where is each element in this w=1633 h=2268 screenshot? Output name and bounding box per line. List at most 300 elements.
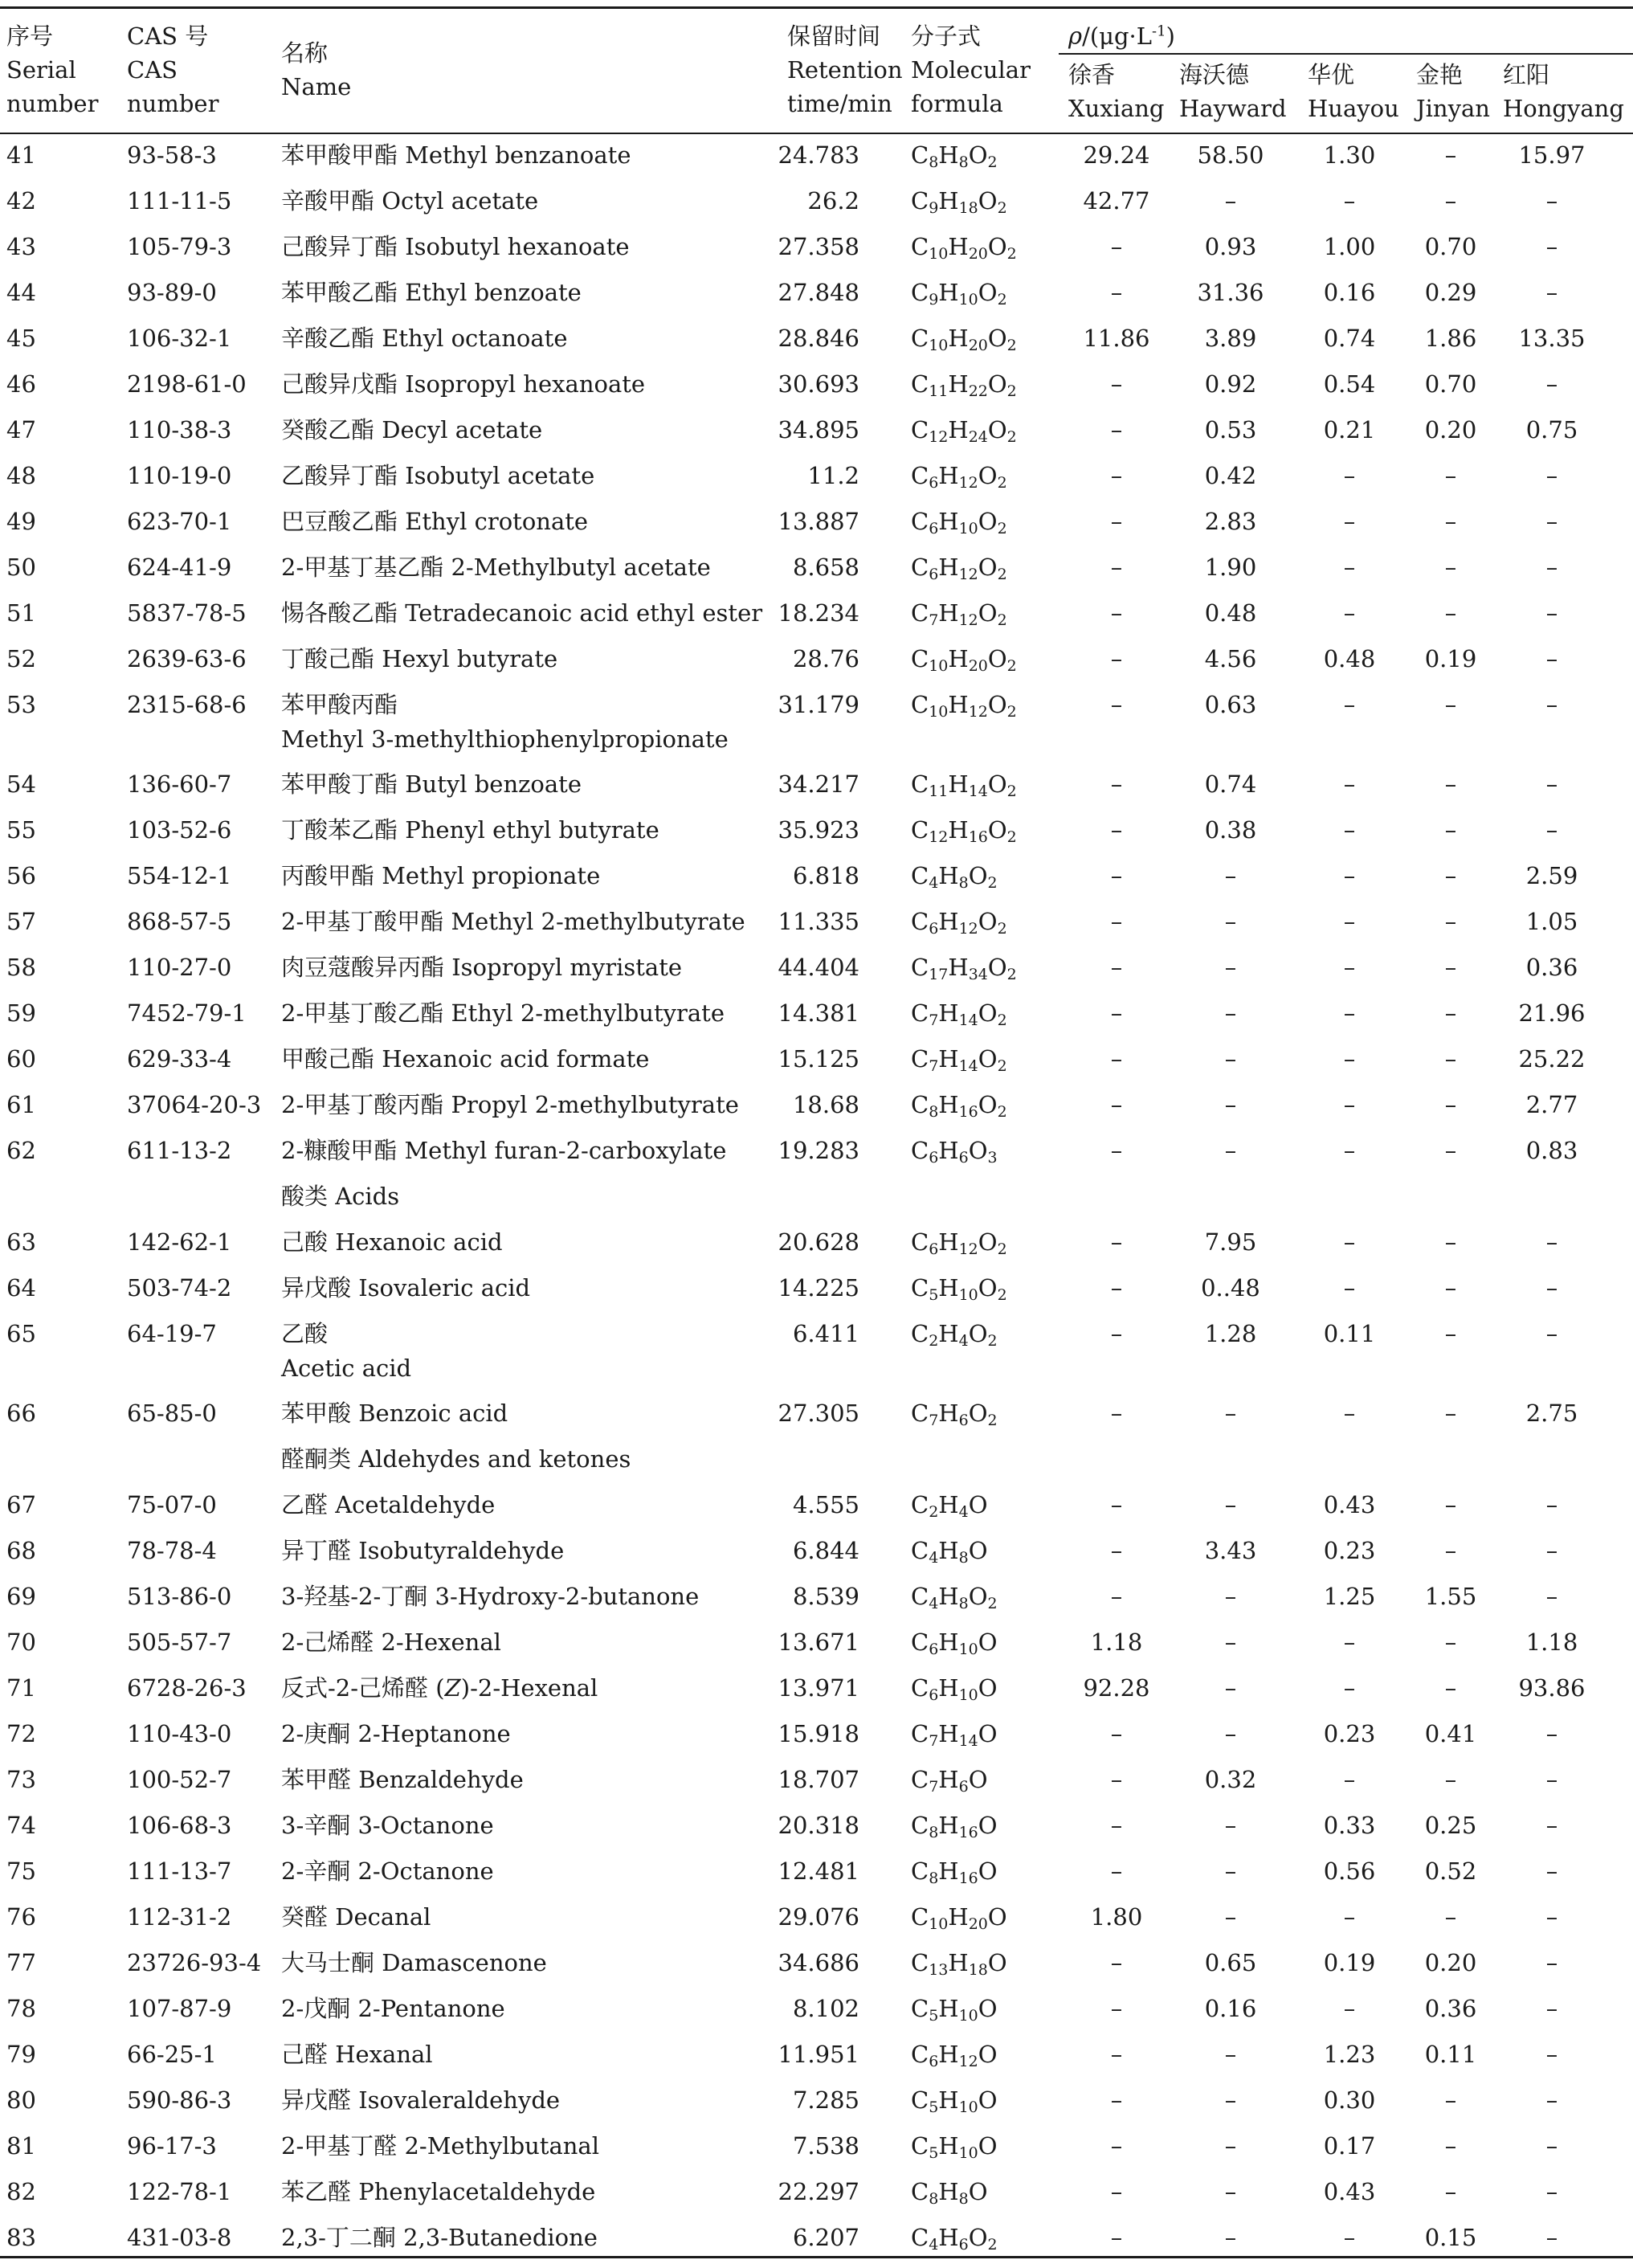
concentration-value: – bbox=[1545, 554, 1558, 581]
serial-number: 76 bbox=[6, 1903, 36, 1931]
cas-number: 7452-79-1 bbox=[127, 999, 247, 1027]
serial-number: 66 bbox=[6, 1400, 36, 1427]
molecular-formula: $C_{12}H_{24}O_2$ bbox=[911, 416, 1017, 446]
concentration-value: 31.36 bbox=[1197, 279, 1264, 306]
concentration-value: – bbox=[1545, 1766, 1558, 1793]
molecular-formula: $C_{13}H_{18}O$ bbox=[911, 1949, 1007, 1979]
concentration-value: – bbox=[1444, 1903, 1457, 1931]
molecular-formula: $C_7H_{12}O_2$ bbox=[911, 599, 1007, 629]
molecular-formula: $C_{10}H_{20}O_2$ bbox=[911, 233, 1017, 263]
serial-number: 63 bbox=[6, 1228, 36, 1256]
molecular-formula: $C_6H_{12}O_2$ bbox=[911, 1228, 1007, 1258]
molecular-formula: $C_5H_{10}O_2$ bbox=[911, 1274, 1007, 1304]
serial-number: 77 bbox=[6, 1949, 36, 1976]
concentration-value: – bbox=[1224, 2224, 1237, 2251]
compound-name: 巴豆酸乙酯 Ethyl crotonate bbox=[281, 508, 589, 535]
serial-number: 54 bbox=[6, 770, 36, 798]
concentration-value: 0.25 bbox=[1424, 1812, 1477, 1839]
retention-time: 28.76 bbox=[792, 645, 859, 672]
concentration-value: – bbox=[1444, 599, 1457, 627]
concentration-value: – bbox=[1343, 1274, 1356, 1302]
cas-number: 112-31-2 bbox=[127, 1903, 232, 1931]
concentration-value: – bbox=[1545, 370, 1558, 398]
retention-time: 31.179 bbox=[778, 691, 859, 718]
cas-number: 136-60-7 bbox=[127, 770, 232, 798]
compound-name: 肉豆蔻酸异丙酯 Isopropyl myristate bbox=[281, 954, 683, 981]
retention-time: 22.297 bbox=[778, 2178, 859, 2205]
cultivar-name-zh: 徐香 bbox=[1068, 61, 1116, 88]
compound-name: 辛酸乙酯 Ethyl octanoate bbox=[281, 325, 568, 352]
header-molecular-formula: 分子式 Molecular formula bbox=[911, 22, 1031, 117]
concentration-value: – bbox=[1343, 508, 1356, 535]
molecular-formula: $C_6H_{10}O_2$ bbox=[911, 508, 1007, 537]
concentration-value: – bbox=[1545, 770, 1558, 798]
cas-number: 554-12-1 bbox=[127, 862, 232, 889]
concentration-value: 0.63 bbox=[1204, 691, 1257, 718]
serial-number: 70 bbox=[6, 1628, 36, 1656]
cas-number: 75-07-0 bbox=[127, 1491, 217, 1518]
compound-name: 苯甲酸丙酯 bbox=[281, 691, 398, 718]
concentration-value: 92.28 bbox=[1083, 1674, 1150, 1702]
serial-number: 73 bbox=[6, 1766, 36, 1793]
concentration-value: – bbox=[1444, 954, 1457, 981]
concentration-value: 0.52 bbox=[1424, 1857, 1477, 1885]
molecular-formula: $C_9H_{10}O_2$ bbox=[911, 279, 1007, 309]
cas-number: 110-27-0 bbox=[127, 954, 232, 981]
cas-number: 2315-68-6 bbox=[127, 691, 247, 718]
concentration-value: 4.56 bbox=[1204, 645, 1257, 672]
concentration-value: – bbox=[1110, 1583, 1123, 1610]
cas-number: 111-13-7 bbox=[127, 1857, 232, 1885]
cas-number: 590-86-3 bbox=[127, 2086, 232, 2114]
retention-time: 34.217 bbox=[778, 770, 859, 798]
concentration-value: 0.32 bbox=[1204, 1766, 1257, 1793]
molecular-formula: $C_{10}H_{20}O$ bbox=[911, 1903, 1007, 1933]
compound-name: 甲酸己酯 Hexanoic acid formate bbox=[281, 1045, 650, 1073]
molecular-formula: $C_7H_6O$ bbox=[911, 1766, 988, 1796]
concentration-value: 1.25 bbox=[1323, 1583, 1376, 1610]
concentration-value: – bbox=[1545, 1274, 1558, 1302]
compound-name: 辛酸甲酯 Octyl acetate bbox=[281, 187, 539, 215]
retention-time: 13.671 bbox=[778, 1628, 859, 1656]
concentration-value: – bbox=[1110, 1812, 1123, 1839]
concentration-value: – bbox=[1545, 1949, 1558, 1976]
concentration-value: – bbox=[1110, 862, 1123, 889]
molecular-formula: $C_7H_{14}O_2$ bbox=[911, 1045, 1007, 1075]
serial-number: 62 bbox=[6, 1137, 36, 1164]
compound-name: 3-羟基-2-丁酮 3-Hydroxy-2-butanone bbox=[281, 1583, 700, 1610]
cas-number: 93-58-3 bbox=[127, 141, 217, 169]
cas-number: 107-87-9 bbox=[127, 1995, 232, 2022]
concentration-value: – bbox=[1545, 2086, 1558, 2114]
cultivar-name-zh: 华优 bbox=[1308, 61, 1355, 88]
concentration-value: – bbox=[1343, 1228, 1356, 1256]
concentration-value: – bbox=[1545, 508, 1558, 535]
retention-time: 18.68 bbox=[792, 1091, 859, 1118]
concentration-value: – bbox=[1110, 908, 1123, 935]
concentration-value: – bbox=[1343, 187, 1356, 215]
concentration-value: 3.43 bbox=[1204, 1537, 1257, 1564]
concentration-value: 0.11 bbox=[1424, 2041, 1477, 2068]
cas-number: 629-33-4 bbox=[127, 1045, 232, 1073]
serial-number: 58 bbox=[6, 954, 36, 981]
serial-number: 46 bbox=[6, 370, 36, 398]
concentration-value: 0.74 bbox=[1204, 770, 1257, 798]
retention-time: 24.783 bbox=[778, 141, 859, 169]
serial-number: 52 bbox=[6, 645, 36, 672]
concentration-value: 1.18 bbox=[1090, 1628, 1143, 1656]
rho-underline bbox=[1059, 53, 1633, 55]
concentration-value: – bbox=[1444, 1091, 1457, 1118]
concentration-value: – bbox=[1110, 691, 1123, 718]
concentration-value: – bbox=[1444, 2132, 1457, 2160]
concentration-value: – bbox=[1110, 2086, 1123, 2114]
compound-name: 2-辛酮 2-Octanone bbox=[281, 1857, 494, 1885]
concentration-value: 0.23 bbox=[1323, 1720, 1376, 1747]
cas-number: 110-19-0 bbox=[127, 462, 232, 489]
concentration-value: – bbox=[1343, 999, 1356, 1027]
concentration-value: – bbox=[1545, 1857, 1558, 1885]
serial-number: 71 bbox=[6, 1674, 36, 1702]
concentration-value: 1.55 bbox=[1424, 1583, 1477, 1610]
concentration-value: – bbox=[1224, 862, 1237, 889]
concentration-value: – bbox=[1110, 1995, 1123, 2022]
molecular-formula: $C_6H_{12}O_2$ bbox=[911, 462, 1007, 492]
concentration-value: 0.19 bbox=[1424, 645, 1477, 672]
concentration-value: 0.92 bbox=[1204, 370, 1257, 398]
serial-number: 68 bbox=[6, 1537, 36, 1564]
concentration-value: 0.83 bbox=[1525, 1137, 1578, 1164]
concentration-value: – bbox=[1224, 187, 1237, 215]
serial-number: 72 bbox=[6, 1720, 36, 1747]
concentration-value: – bbox=[1444, 554, 1457, 581]
concentration-value: – bbox=[1343, 1045, 1356, 1073]
cas-number: 103-52-6 bbox=[127, 816, 232, 844]
retention-time: 8.658 bbox=[792, 554, 859, 581]
cas-number: 623-70-1 bbox=[127, 508, 232, 535]
concentration-value: – bbox=[1444, 1400, 1457, 1427]
cas-number: 93-89-0 bbox=[127, 279, 217, 306]
concentration-value: 0.70 bbox=[1424, 233, 1477, 260]
compound-name: 2-甲基丁醛 2-Methylbutanal bbox=[281, 2132, 599, 2160]
concentration-value: 0.75 bbox=[1525, 416, 1578, 443]
concentration-value: 0.42 bbox=[1204, 462, 1257, 489]
serial-number: 74 bbox=[6, 1812, 36, 1839]
serial-number: 83 bbox=[6, 2224, 36, 2251]
compound-name-line2: Methyl 3-methylthiophenylpropionate bbox=[281, 725, 729, 753]
retention-time: 6.411 bbox=[792, 1320, 859, 1347]
serial-number: 56 bbox=[6, 862, 36, 889]
concentration-value: 13.35 bbox=[1518, 325, 1586, 352]
concentration-value: – bbox=[1224, 1857, 1237, 1885]
retention-time: 12.481 bbox=[778, 1857, 859, 1885]
serial-number: 57 bbox=[6, 908, 36, 935]
serial-number: 80 bbox=[6, 2086, 36, 2114]
concentration-value: – bbox=[1224, 1903, 1237, 1931]
compound-name: 3-辛酮 3-Octanone bbox=[281, 1812, 494, 1839]
concentration-value: – bbox=[1224, 1091, 1237, 1118]
concentration-value: – bbox=[1110, 554, 1123, 581]
compound-name: 反式-2-己烯醛 (Z)-2-Hexenal bbox=[281, 1674, 598, 1702]
concentration-value: – bbox=[1343, 862, 1356, 889]
concentration-value: – bbox=[1110, 1400, 1123, 1427]
molecular-formula: $C_2H_4O$ bbox=[911, 1491, 988, 1521]
concentration-value: – bbox=[1545, 2132, 1558, 2160]
concentration-value: 1.18 bbox=[1525, 1628, 1578, 1656]
concentration-value: – bbox=[1545, 462, 1558, 489]
serial-number: 49 bbox=[6, 508, 36, 535]
concentration-value: – bbox=[1545, 2178, 1558, 2205]
compound-name: 苯甲酸甲酯 Methyl benzanoate bbox=[281, 141, 631, 169]
retention-time: 15.125 bbox=[778, 1045, 859, 1073]
retention-time: 28.846 bbox=[778, 325, 859, 352]
compound-name: 2-甲基丁基乙酯 2-Methylbutyl acetate bbox=[281, 554, 711, 581]
concentration-value: – bbox=[1224, 1674, 1237, 1702]
concentration-value: – bbox=[1343, 691, 1356, 718]
compound-name: 2-甲基丁酸乙酯 Ethyl 2-methylbutyrate bbox=[281, 999, 725, 1027]
concentration-value: 42.77 bbox=[1083, 187, 1150, 215]
concentration-value: – bbox=[1545, 1995, 1558, 2022]
compound-name: 异戊醛 Isovaleraldehyde bbox=[281, 2086, 561, 2114]
molecular-formula: $C_4H_8O$ bbox=[911, 1537, 988, 1567]
concentration-value: 0.53 bbox=[1204, 416, 1257, 443]
cas-number: 868-57-5 bbox=[127, 908, 232, 935]
concentration-value: – bbox=[1545, 2224, 1558, 2251]
cas-number: 110-43-0 bbox=[127, 1720, 232, 1747]
section-heading: 酸类 Acids bbox=[281, 1183, 400, 1210]
compound-name: 2-戊酮 2-Pentanone bbox=[281, 1995, 505, 2022]
cas-number: 110-38-3 bbox=[127, 416, 232, 443]
concentration-value: 2.59 bbox=[1525, 862, 1578, 889]
molecular-formula: $C_4H_6O_2$ bbox=[911, 2224, 998, 2254]
compound-name: 2-甲基丁酸丙酯 Propyl 2-methylbutyrate bbox=[281, 1091, 739, 1118]
molecular-formula: $C_5H_{10}O$ bbox=[911, 2086, 998, 2116]
compound-name: 2-庚酮 2-Heptanone bbox=[281, 1720, 511, 1747]
serial-number: 78 bbox=[6, 1995, 36, 2022]
concentration-value: – bbox=[1444, 770, 1457, 798]
concentration-value: 0.43 bbox=[1323, 2178, 1376, 2205]
serial-number: 45 bbox=[6, 325, 36, 352]
concentration-value: – bbox=[1343, 1091, 1356, 1118]
retention-time: 11.951 bbox=[778, 2041, 859, 2068]
concentration-value: – bbox=[1224, 954, 1237, 981]
serial-number: 50 bbox=[6, 554, 36, 581]
concentration-value: – bbox=[1545, 1320, 1558, 1347]
concentration-value: – bbox=[1110, 1091, 1123, 1118]
retention-time: 13.887 bbox=[778, 508, 859, 535]
concentration-value: – bbox=[1343, 1628, 1356, 1656]
cas-number: 5837-78-5 bbox=[127, 599, 247, 627]
concentration-value: – bbox=[1110, 1045, 1123, 1073]
header-cultivar bbox=[1308, 58, 1399, 125]
concentration-value: – bbox=[1444, 1628, 1457, 1656]
retention-time: 7.538 bbox=[792, 2132, 859, 2160]
cas-number: 513-86-0 bbox=[127, 1583, 232, 1610]
molecular-formula: $C_4H_8O_2$ bbox=[911, 1583, 998, 1612]
compound-name: 乙醛 Acetaldehyde bbox=[281, 1491, 496, 1518]
concentration-value: – bbox=[1110, 508, 1123, 535]
concentration-value: 2.77 bbox=[1525, 1091, 1578, 1118]
header-serial-number: 序号 Serial number bbox=[6, 22, 99, 117]
compound-name: 2-糠酸甲酯 Methyl furan-2-carboxylate bbox=[281, 1137, 727, 1164]
retention-time: 27.358 bbox=[778, 233, 859, 260]
concentration-value: – bbox=[1110, 2132, 1123, 2160]
retention-time: 4.555 bbox=[792, 1491, 859, 1518]
concentration-value: – bbox=[1110, 1720, 1123, 1747]
concentration-value: 11.86 bbox=[1083, 325, 1150, 352]
concentration-value: 0.43 bbox=[1323, 1491, 1376, 1518]
concentration-value: 21.96 bbox=[1518, 999, 1586, 1027]
concentration-value: 0.23 bbox=[1323, 1537, 1376, 1564]
retention-time: 20.318 bbox=[778, 1812, 859, 1839]
serial-number: 42 bbox=[6, 187, 36, 215]
header-retention-time: 保留时间 Retention time/min bbox=[787, 22, 903, 117]
concentration-value: 58.50 bbox=[1197, 141, 1264, 169]
cas-number: 64-19-7 bbox=[127, 1320, 217, 1347]
retention-time: 6.844 bbox=[792, 1537, 859, 1564]
concentration-value: – bbox=[1444, 187, 1457, 215]
concentration-value: – bbox=[1224, 1137, 1237, 1164]
concentration-value: – bbox=[1545, 1720, 1558, 1747]
retention-time: 11.2 bbox=[807, 462, 859, 489]
retention-time: 34.686 bbox=[778, 1949, 859, 1976]
cas-number: 37064-20-3 bbox=[127, 1091, 262, 1118]
molecular-formula: $C_{11}H_{14}O_2$ bbox=[911, 770, 1017, 800]
molecular-formula: $C_2H_4O_2$ bbox=[911, 1320, 998, 1350]
molecular-formula: $C_8H_{16}O$ bbox=[911, 1812, 998, 1841]
bottom-rule bbox=[0, 2256, 1633, 2258]
concentration-value: – bbox=[1343, 1137, 1356, 1164]
molecular-formula: $C_7H_{14}O_2$ bbox=[911, 999, 1007, 1029]
molecular-formula: $C_{11}H_{22}O_2$ bbox=[911, 370, 1017, 400]
header-cas-number: CAS 号 CAS number bbox=[127, 22, 219, 117]
serial-number: 61 bbox=[6, 1091, 36, 1118]
concentration-value: – bbox=[1444, 141, 1457, 169]
concentration-value: 0..48 bbox=[1201, 1274, 1260, 1302]
retention-time: 7.285 bbox=[792, 2086, 859, 2114]
concentration-value: – bbox=[1110, 1320, 1123, 1347]
concentration-value: – bbox=[1545, 645, 1558, 672]
concentration-value: 0.54 bbox=[1323, 370, 1376, 398]
concentration-value: – bbox=[1444, 1766, 1457, 1793]
cas-number: 111-11-5 bbox=[127, 187, 232, 215]
concentration-value: 1.30 bbox=[1323, 141, 1376, 169]
header-cultivar bbox=[1179, 58, 1287, 125]
header-name: 名称 Name bbox=[281, 39, 352, 100]
concentration-value: – bbox=[1444, 1320, 1457, 1347]
concentration-value: – bbox=[1444, 691, 1457, 718]
concentration-value: – bbox=[1224, 1491, 1237, 1518]
cas-number: 100-52-7 bbox=[127, 1766, 232, 1793]
serial-number: 48 bbox=[6, 462, 36, 489]
molecular-formula: $C_6H_{12}O_2$ bbox=[911, 908, 1007, 938]
concentration-value: 0.74 bbox=[1323, 325, 1376, 352]
compound-name: 苯甲酸丁酯 Butyl benzoate bbox=[281, 770, 582, 798]
concentration-value: – bbox=[1545, 2041, 1558, 2068]
concentration-value: – bbox=[1444, 1228, 1457, 1256]
cultivar-name-zh: 红阳 bbox=[1503, 61, 1550, 88]
concentration-value: 1.90 bbox=[1204, 554, 1257, 581]
retention-time: 8.102 bbox=[792, 1995, 859, 2022]
retention-time: 26.2 bbox=[807, 187, 859, 215]
molecular-formula: $C_{17}H_{34}O_2$ bbox=[911, 954, 1017, 983]
retention-time: 11.335 bbox=[778, 908, 859, 935]
compound-name: 乙酸 bbox=[281, 1320, 329, 1347]
concentration-value: – bbox=[1110, 999, 1123, 1027]
compound-name: 乙酸异丁酯 Isobutyl acetate bbox=[281, 462, 595, 489]
concentration-value: – bbox=[1343, 816, 1356, 844]
compound-name: 己醛 Hexanal bbox=[281, 2041, 433, 2068]
compound-name: 己酸 Hexanoic acid bbox=[281, 1228, 503, 1256]
concentration-value: 0.20 bbox=[1424, 416, 1477, 443]
concentration-value: – bbox=[1110, 770, 1123, 798]
concentration-value: 1.86 bbox=[1424, 325, 1477, 352]
header-concentration-unit bbox=[1068, 14, 1175, 53]
retention-time: 18.707 bbox=[778, 1766, 859, 1793]
serial-number: 79 bbox=[6, 2041, 36, 2068]
compound-name: 2,3-丁二酮 2,3-Butanedione bbox=[281, 2224, 598, 2251]
compound-name: 苯甲酸乙酯 Ethyl benzoate bbox=[281, 279, 582, 306]
concentration-value: – bbox=[1224, 2178, 1237, 2205]
header-cultivar bbox=[1416, 58, 1490, 125]
concentration-value: 0.20 bbox=[1424, 1949, 1477, 1976]
concentration-value: 0.93 bbox=[1204, 233, 1257, 260]
concentration-value: 0.70 bbox=[1424, 370, 1477, 398]
concentration-value: 0.17 bbox=[1323, 2132, 1376, 2160]
molecular-formula: $C_8H_{16}O$ bbox=[911, 1857, 998, 1887]
cultivar-name-en: Xuxiang bbox=[1068, 95, 1165, 122]
retention-time: 15.918 bbox=[778, 1720, 859, 1747]
concentration-value: 0.16 bbox=[1323, 279, 1376, 306]
molecular-formula: $C_{10}H_{20}O_2$ bbox=[911, 645, 1017, 675]
retention-time: 27.305 bbox=[778, 1400, 859, 1427]
serial-number: 44 bbox=[6, 279, 36, 306]
concentration-value: – bbox=[1545, 1812, 1558, 1839]
retention-time: 20.628 bbox=[778, 1228, 859, 1256]
concentration-value: – bbox=[1110, 599, 1123, 627]
concentration-value: – bbox=[1444, 1137, 1457, 1164]
concentration-value: – bbox=[1545, 1491, 1558, 1518]
compound-name: 己酸异戊酯 Isopropyl hexanoate bbox=[281, 370, 646, 398]
concentration-value: – bbox=[1224, 1720, 1237, 1747]
concentration-value: – bbox=[1110, 2224, 1123, 2251]
concentration-value: 0.33 bbox=[1323, 1812, 1376, 1839]
concentration-value: – bbox=[1110, 645, 1123, 672]
retention-time: 6.818 bbox=[792, 862, 859, 889]
concentration-value: 0.38 bbox=[1204, 816, 1257, 844]
concentration-value: – bbox=[1224, 1400, 1237, 1427]
concentration-value: 7.95 bbox=[1204, 1228, 1257, 1256]
concentration-value: 0.29 bbox=[1424, 279, 1477, 306]
concentration-value: – bbox=[1545, 599, 1558, 627]
cas-number: 142-62-1 bbox=[127, 1228, 232, 1256]
cas-number: 2198-61-0 bbox=[127, 370, 247, 398]
molecular-formula: $C_6H_{10}O$ bbox=[911, 1674, 998, 1704]
concentration-value: – bbox=[1343, 1400, 1356, 1427]
concentration-value: 2.83 bbox=[1204, 508, 1257, 535]
concentration-value: 0.65 bbox=[1204, 1949, 1257, 1976]
serial-number: 75 bbox=[6, 1857, 36, 1885]
compound-name-line2: Acetic acid bbox=[281, 1355, 412, 1382]
concentration-value: – bbox=[1343, 1903, 1356, 1931]
retention-time: 35.923 bbox=[778, 816, 859, 844]
serial-number: 43 bbox=[6, 233, 36, 260]
concentration-value: – bbox=[1110, 816, 1123, 844]
concentration-value: – bbox=[1224, 1583, 1237, 1610]
molecular-formula: $C_4H_8O_2$ bbox=[911, 862, 998, 892]
rho-symbol: ρ bbox=[1068, 22, 1083, 50]
molecular-formula: $C_6H_{12}O_2$ bbox=[911, 554, 1007, 583]
